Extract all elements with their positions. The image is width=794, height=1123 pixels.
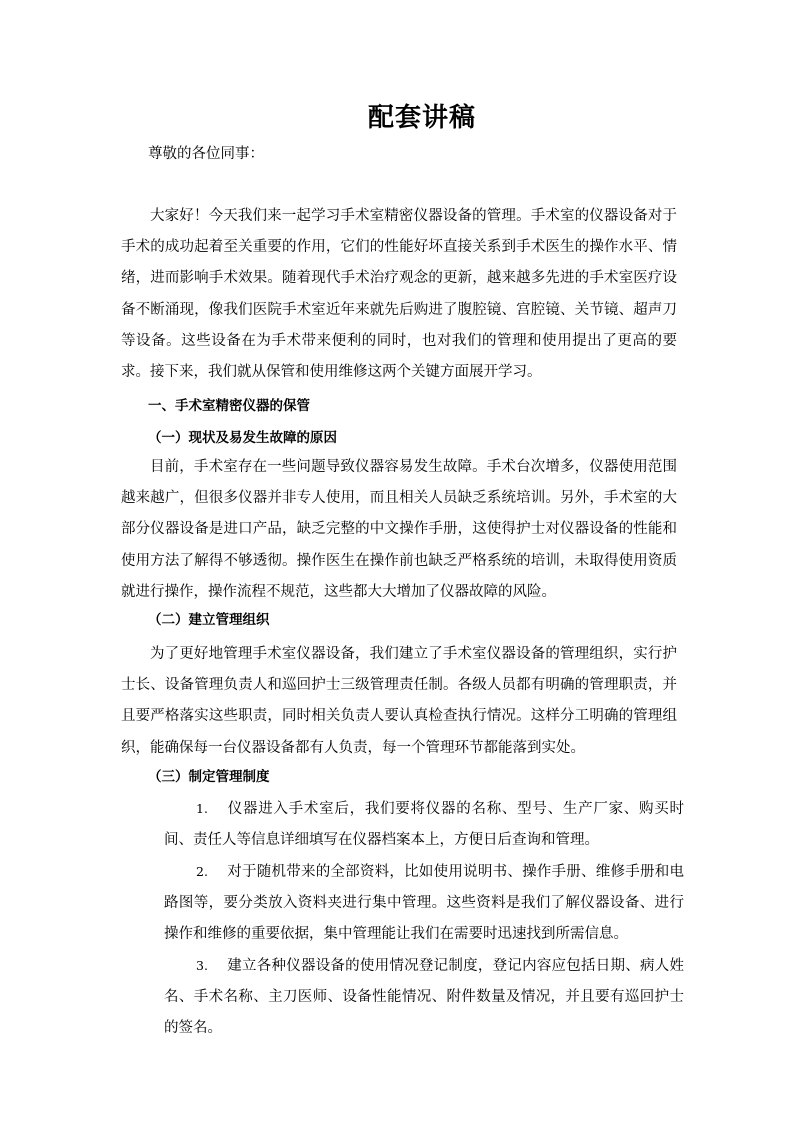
subsection-1-heading: （一）现状及易发生故障的原因: [148, 430, 337, 446]
list-item: [164, 793, 684, 856]
subsection-2-heading: （二）建立管理组织: [148, 612, 270, 628]
subsection-2-paragraph: 为了更好地管理手术室仪器设备，我们建立了手术室仪器设备的管理组织，实行护士长、设备管理负责人和巡回护士三级管理责任制。各级人员都有明确的管理职责，并且要严格落实这些职责，同时相关负责人要认真检查执行情况。这样分工明确的管理组织，能确保每一台仪器设备都有人负责，每一个管理环节都能落到实处。: [121, 646, 677, 756]
document-title: 配套讲稿: [367, 103, 476, 133]
list-item-text: 建立各种仪器设备的使用情况登记制度，登记内容应包括日期、病人姓名、手术名称、主刀医师、设备性能情况、附件数量及情况，并且要有巡回护士的签名。: [164, 958, 684, 1037]
list-item-number: 3.: [196, 958, 208, 973]
list-item: [164, 856, 684, 951]
list-item-number: 2.: [196, 864, 208, 879]
subsection-3-heading: （三）制定管理制度: [148, 769, 270, 785]
list-item: [164, 950, 684, 1045]
intro-paragraph: 大家好！今天我们来一起学习手术室精密仪器设备的管理。手术室的仪器设备对于手术的成功起着至关重要的作用，它们的性能好坏直接关系到手术医生的操作水平、情绪，进而影响手术效果。随着现代手术治疗观念的更新，越来越多先进的手术室医疗设备不断涌现，像我们医院手术室近年来就先后购进了腹腔镜、宫腔镜、关节镜、超声刀等设备。这些设备在为手术带来便利的同时，也对我们的管理和使用提出了更高的要求。接下来，我们就从保管和使用维修这两个关键方面展开学习。: [121, 208, 677, 381]
subsection-1-paragraph: 目前，手术室存在一些问题导致仪器容易发生故障。手术台次增多，仪器使用范围越来越广，但很多仪器并非专人使用，而且相关人员缺乏系统培训。另外，手术室的大部分仪器设备是进口产品，缺乏完整的中文操作手册，这使得护士对仪器设备的性能和使用方法了解得不够透彻。操作医生在操作前也缺乏严格系统的培训，未取得使用资质就进行操作，操作流程不规范，这些都大大增加了仪器故障的风险。: [121, 459, 677, 600]
list-item-text: 对于随机带来的全部资料，比如使用说明书、操作手册、维修手册和电路图等，要分类放入资料夹进行集中管理。这些资料是我们了解仪器设备、进行操作和维修的重要依据，集中管理能让我们在需要时迅速找到所需信息。: [164, 864, 684, 943]
list-item-number: 1.: [196, 801, 208, 816]
salutation: 尊敬的各位同事：: [148, 146, 264, 162]
section-1-heading: 一、手术室精密仪器的保管: [148, 398, 310, 414]
list-item-text: 仪器进入手术室后，我们要将仪器的名称、型号、生产厂家、购买时间、责任人等信息详细填写在仪器档案本上，方便日后查询和管理。: [164, 801, 684, 849]
